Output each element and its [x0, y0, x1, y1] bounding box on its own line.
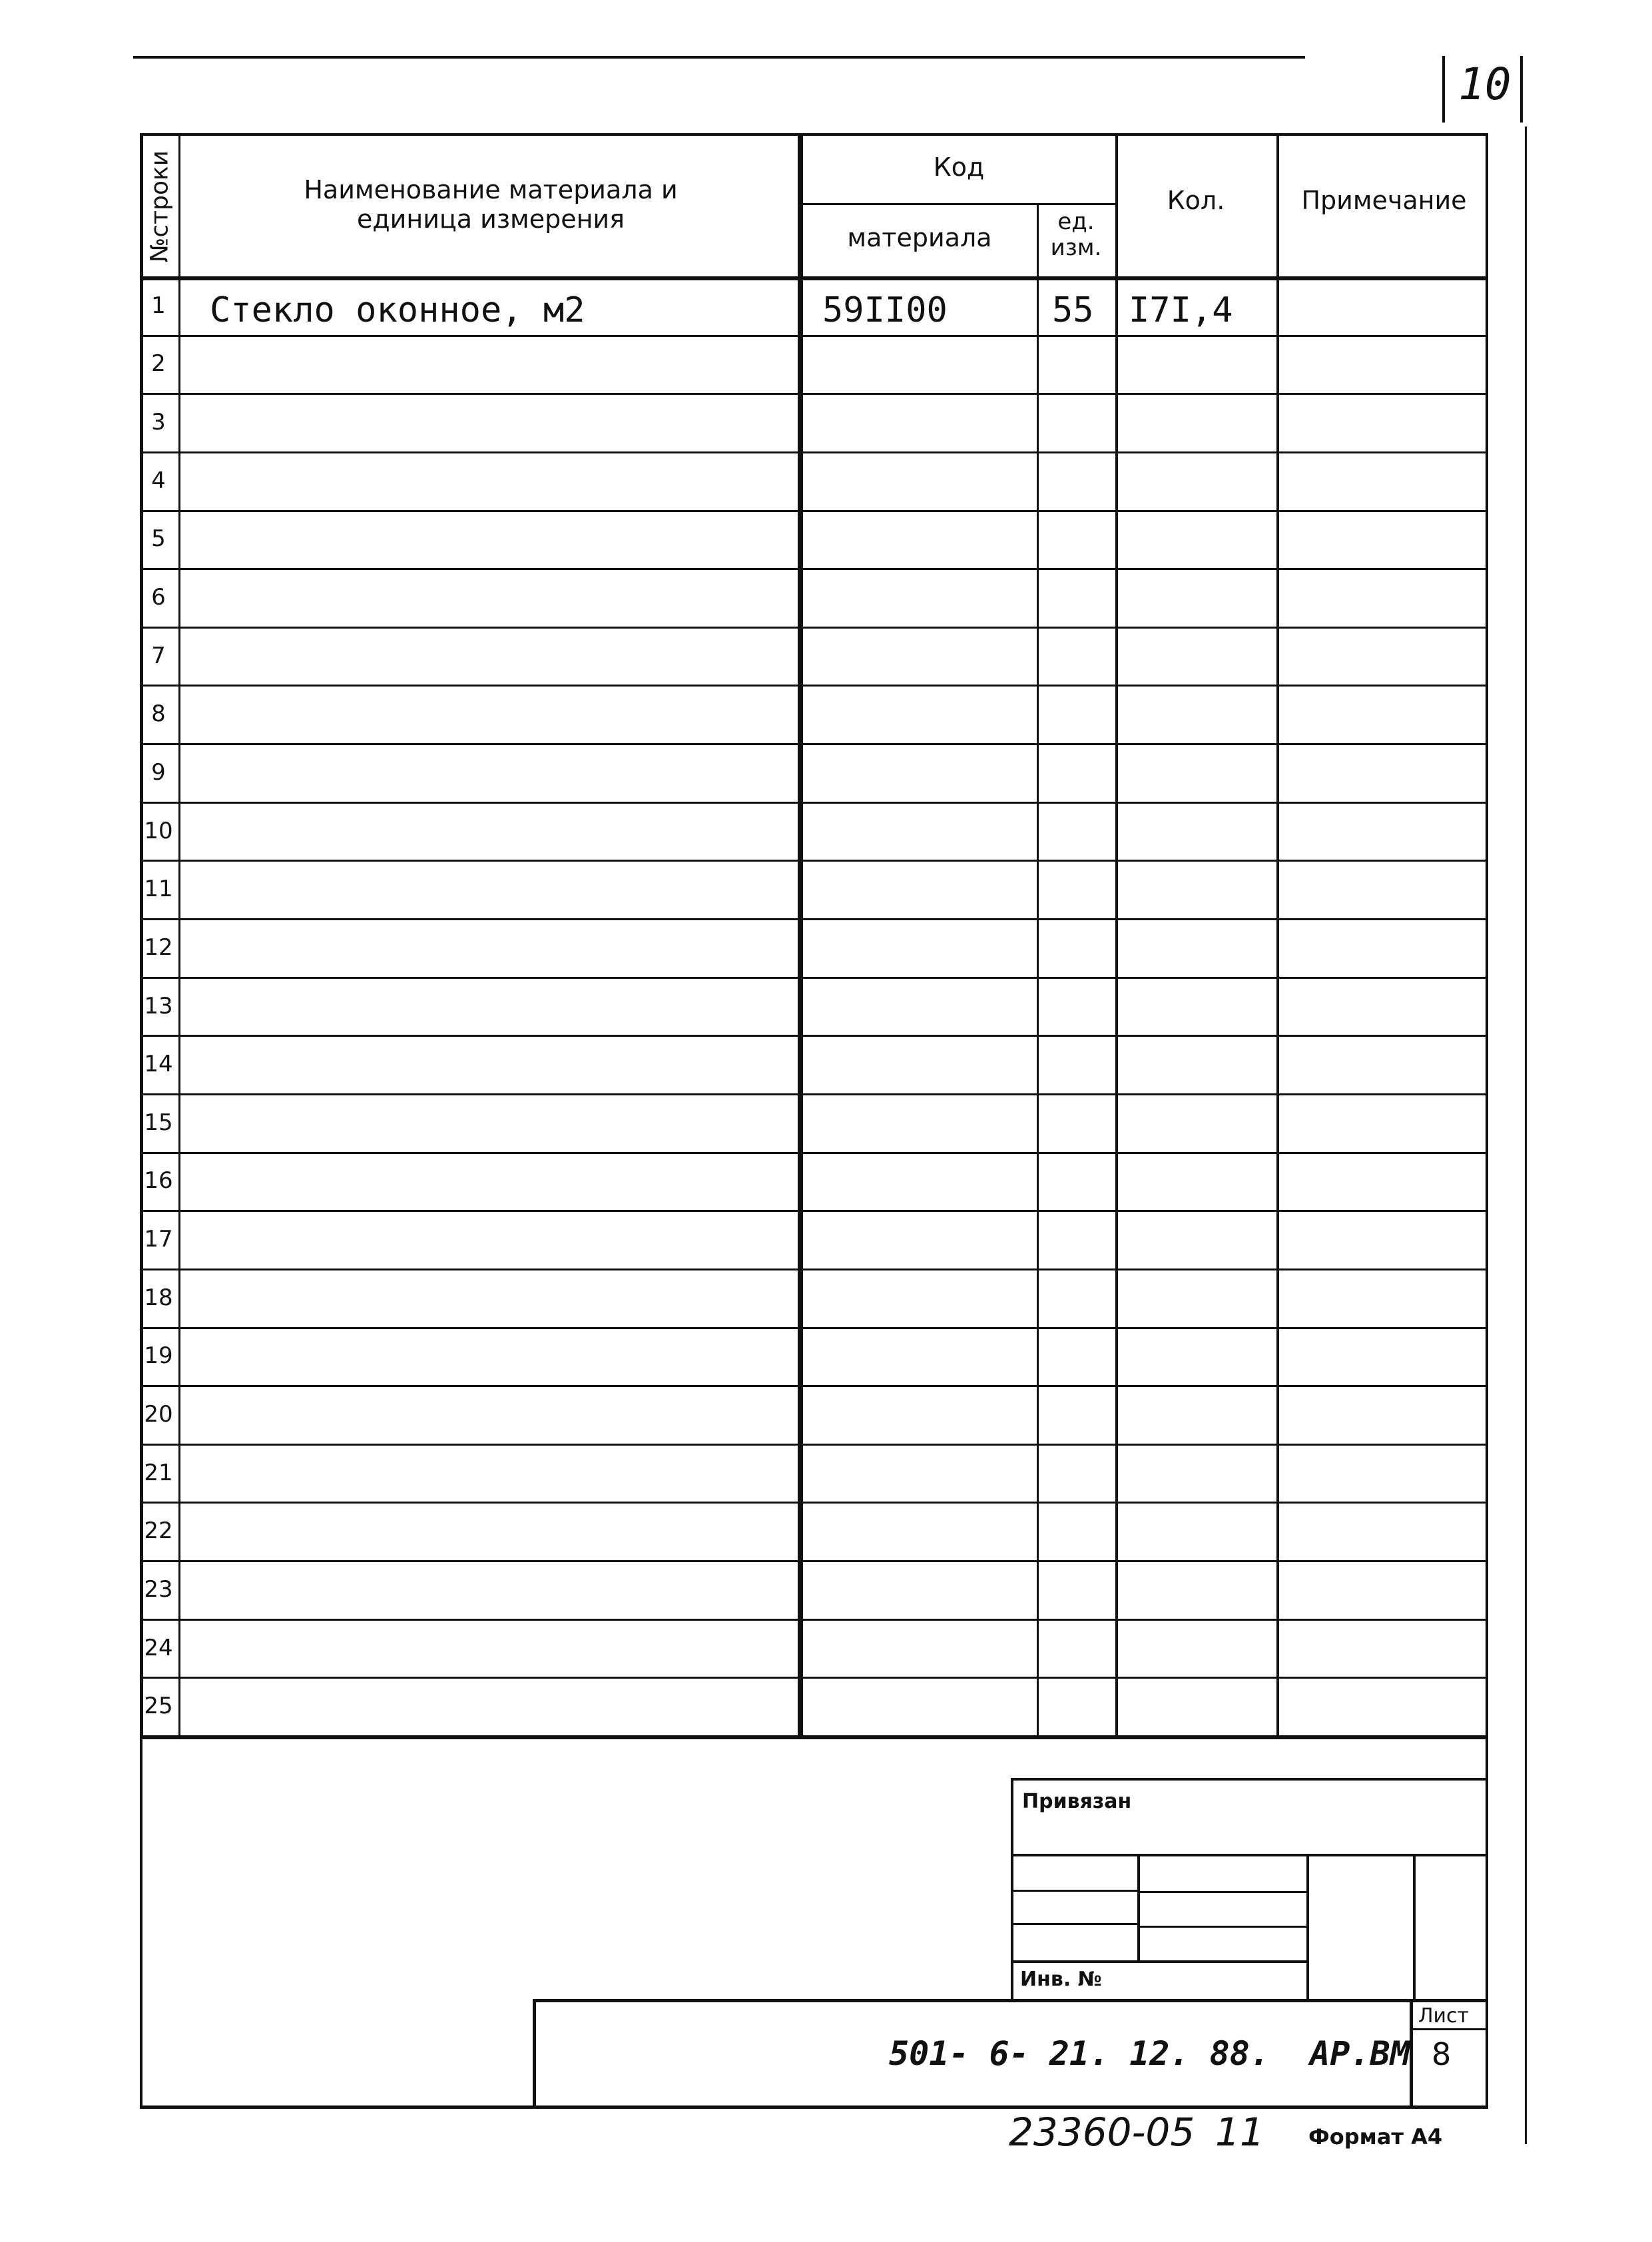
grid-line — [140, 510, 1488, 512]
grid-line — [140, 1735, 1488, 1739]
code-column-header: Код — [933, 152, 985, 182]
row-number: 8 — [151, 701, 166, 727]
grid-line — [140, 1210, 1488, 1212]
row-number: 22 — [144, 1518, 173, 1544]
name-column-header: Наименование материала и единица измерения — [304, 175, 678, 234]
row-number: 24 — [144, 1635, 173, 1661]
row-number: 14 — [144, 1051, 173, 1077]
row-number: 1 — [151, 292, 166, 319]
grid-line — [1486, 133, 1488, 1735]
grid-line — [140, 977, 1488, 979]
quantity-column-header: Кол. — [1167, 186, 1225, 215]
unit-code-header: ед. изм. — [1050, 208, 1102, 262]
archive-number: 23360-05 — [1009, 2109, 1195, 2155]
note-column-header: Примечание — [1301, 186, 1467, 215]
row-number: 17 — [144, 1226, 173, 1253]
grid-line — [1276, 133, 1279, 1735]
row-number: 16 — [144, 1167, 173, 1194]
row-1-quantity: I7I,4 — [1129, 290, 1233, 330]
row-number: 7 — [151, 643, 166, 669]
grid-line — [140, 451, 1488, 453]
grid-line — [140, 1093, 1488, 1095]
document-designation: 501- 6- 21. 12. 88. АР.ВМ — [889, 2034, 1410, 2073]
grid-line — [140, 276, 1488, 280]
grid-line — [798, 133, 803, 1735]
grid-line — [140, 1502, 1488, 1504]
grid-line — [178, 133, 180, 1735]
grid-line — [140, 860, 1488, 862]
page-number: 10 — [1458, 59, 1512, 110]
grid-line — [140, 1385, 1488, 1387]
row-number: 21 — [144, 1460, 173, 1486]
row-number: 20 — [144, 1401, 173, 1428]
row-number: 15 — [144, 1109, 173, 1136]
inventory-number-label: Инв. № — [1020, 1968, 1102, 1991]
grid-line — [140, 568, 1488, 570]
row-1-material-code: 59II00 — [822, 290, 948, 330]
row-number: 18 — [144, 1284, 173, 1311]
grid-line — [140, 1619, 1488, 1621]
row-number: 19 — [144, 1342, 173, 1369]
grid-line — [1037, 203, 1039, 1735]
row-number: 2 — [151, 350, 166, 377]
grid-line — [140, 1268, 1488, 1270]
row-number: 3 — [151, 409, 166, 435]
row-number: 6 — [151, 584, 166, 611]
grid-line — [140, 1152, 1488, 1154]
row-number-header: №строки — [146, 150, 174, 263]
grid-line — [140, 685, 1488, 687]
grid-line — [140, 1444, 1488, 1446]
grid-line — [140, 335, 1488, 337]
grid-line — [140, 743, 1488, 745]
grid-line — [140, 1327, 1488, 1329]
row-number: 25 — [144, 1693, 173, 1719]
grid-line — [140, 1035, 1488, 1037]
grid-line — [140, 133, 1488, 136]
format-label: Формат А4 — [1308, 2124, 1443, 2149]
grid-line — [140, 393, 1488, 395]
grid-line — [140, 1677, 1488, 1679]
material-code-header: материала — [847, 223, 992, 252]
row-number: 13 — [144, 993, 173, 1019]
row-1-name: Стекло оконное, м2 — [210, 290, 585, 330]
row-number: 10 — [144, 818, 173, 844]
row-1-unit-code: 55 — [1052, 290, 1094, 330]
sheet-label: Лист — [1418, 2004, 1470, 2028]
row-number: 4 — [151, 467, 166, 494]
archive-sheet: 11 — [1215, 2109, 1264, 2155]
grid-line — [140, 802, 1488, 804]
grid-line — [140, 627, 1488, 629]
row-number: 5 — [151, 525, 166, 552]
row-number: 11 — [144, 876, 173, 902]
grid-line — [1115, 133, 1118, 1735]
grid-line — [140, 1560, 1488, 1562]
sheet-number: 8 — [1432, 2036, 1452, 2072]
row-number: 23 — [144, 1576, 173, 1603]
grid-line — [140, 918, 1488, 920]
bound-label: Привязан — [1022, 1790, 1132, 1813]
row-number: 9 — [151, 759, 166, 786]
grid-line — [799, 203, 1115, 205]
row-number: 12 — [144, 934, 173, 961]
